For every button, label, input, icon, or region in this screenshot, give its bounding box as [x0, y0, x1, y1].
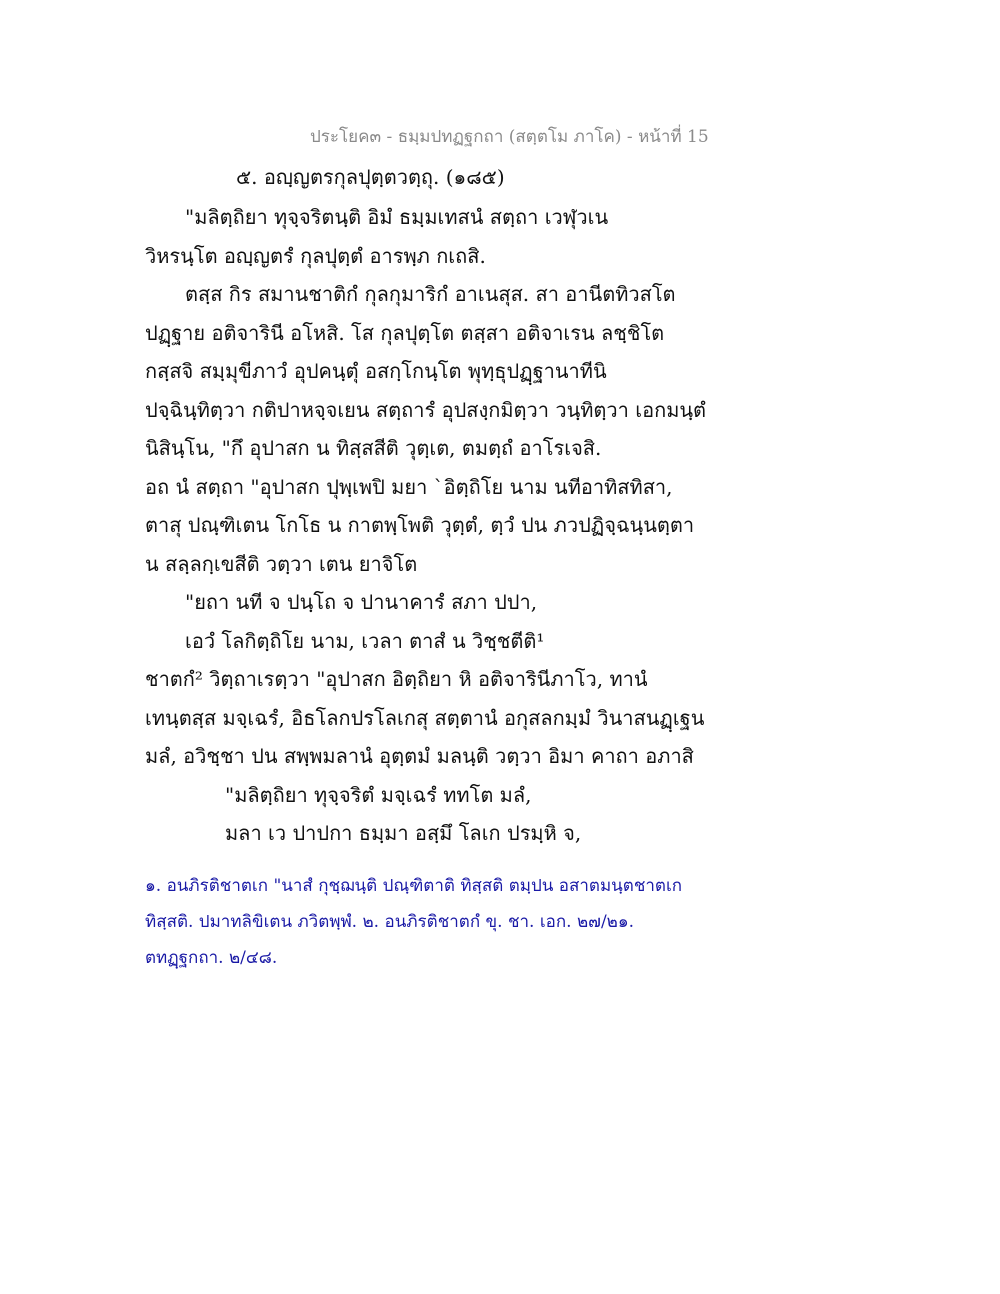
verse-line: เอวํ โลกิตฺถิโย นาม, เวลา ตาสํ น วิชฺชตีติ¹ [185, 628, 545, 653]
text-line: ตสฺส กิร สมานชาติกํ กุลกุมาริกํ อาเนสุส. สา อานีตทิวสโต [185, 282, 676, 306]
text-line: "มลิตฺถิยา ทุจฺจริตนฺติ อิมํ ธมฺมเทสนํ สตฺถา เวฬุวเน [185, 205, 609, 229]
footnote-line: ตทฏฺฐกถา. ๒/๔๘. [145, 948, 278, 968]
footnote-line: ๑. อนภิรติชาตเก "นาสํ กุชฺฌนฺติ ปณฺฑิตาติ ทิสฺสติ ตมฺปน อสาตมนฺตชาตเก [145, 876, 683, 896]
text-line: วิหรนฺโต อญฺญตรํ กุลปุตฺตํ อารพฺภ กเถสิ. [145, 243, 486, 268]
text-line: ชาตกํ² วิตฺถาเรตฺวา "อุปาสก อิตฺถิยา หิ อติจารินีภาโว, ทานํ [145, 667, 648, 691]
text-line: ปฏฺฐาย อติจารินี อโหสิ. โส กุลปุตฺโต ตสฺสา อติจาเรน ลชฺชิโต [145, 320, 665, 345]
verse-line: มลา เว ปาปกา ธมฺมา อสฺมึ โลเก ปรมฺหิ จ, [225, 821, 582, 845]
text-line: มลํ, อวิชฺชา ปน สพฺพมลานํ อุตฺตมํ มลนฺติ วตฺวา อิมา คาถา อภาสิ [145, 744, 694, 768]
text-line: เทนฺตสฺส มจฺเฉรํ, อิธโลกปรโลเกสุ สตฺตานํ อกุสลกมฺมํ วินาสนฏฺเฐน [145, 705, 705, 730]
running-header: ประโยค๓ - ธมฺมปทฏฐกถา (สตฺตโม ภาโค) - หน้าที่ 15 [310, 127, 709, 147]
footnotes [145, 868, 705, 976]
footnote-line: ทิสฺสติ. ปมาทลิขิเตน ภวิตพฺพํ. ๒. อนภิรติชาตกํ ขุ. ชา. เอก. ๒๗/๒๑. [145, 912, 635, 932]
verse-line: "มลิตฺถิยา ทุจฺจริตํ มจฺเฉรํ ททโต มลํ, [225, 782, 532, 807]
text-line: ตาสุ ปณฺฑิเตน โกโธ น กาตพฺโพติ วุตฺตํ, ตฺวํ ปน ภวปฏิจฺฉนฺนตฺตา [145, 513, 695, 537]
main-text [145, 198, 705, 853]
story-title: ๕. อญฺญตรกุลปุตฺตวตฺถุ. (๑๘๕) [236, 165, 505, 189]
text-line: อถ นํ สตฺถา "อุปาสก ปุพฺเพปิ มยา `อิตฺถิโย นาม นทีอาทิสทิสา, [145, 474, 673, 499]
text-line: น สลฺลกฺเขสีติ วตฺวา เตน ยาจิโต [145, 551, 418, 576]
verse-line: "ยถา นที จ ปนฺโถ จ ปานาคารํ สภา ปปา, [185, 590, 538, 614]
text-line: นิสินฺโน, "กึ อุปาสก น ทิสฺสสีติ วุตฺเต, ตมตฺถํ อาโรเจสิ. [145, 436, 602, 460]
text-line: กสฺสจิ สมฺมุขีภาวํ อุปคนฺตุํ อสกฺโกนฺโต พุทฺธุปฏฺฐานาทีนิ [145, 359, 607, 383]
text-line: ปจฺฉินฺทิตฺวา กติปาหจฺจเยน สตฺถารํ อุปสงฺกมิตฺวา วนฺทิตฺวา เอกมนฺตํ [145, 397, 707, 422]
